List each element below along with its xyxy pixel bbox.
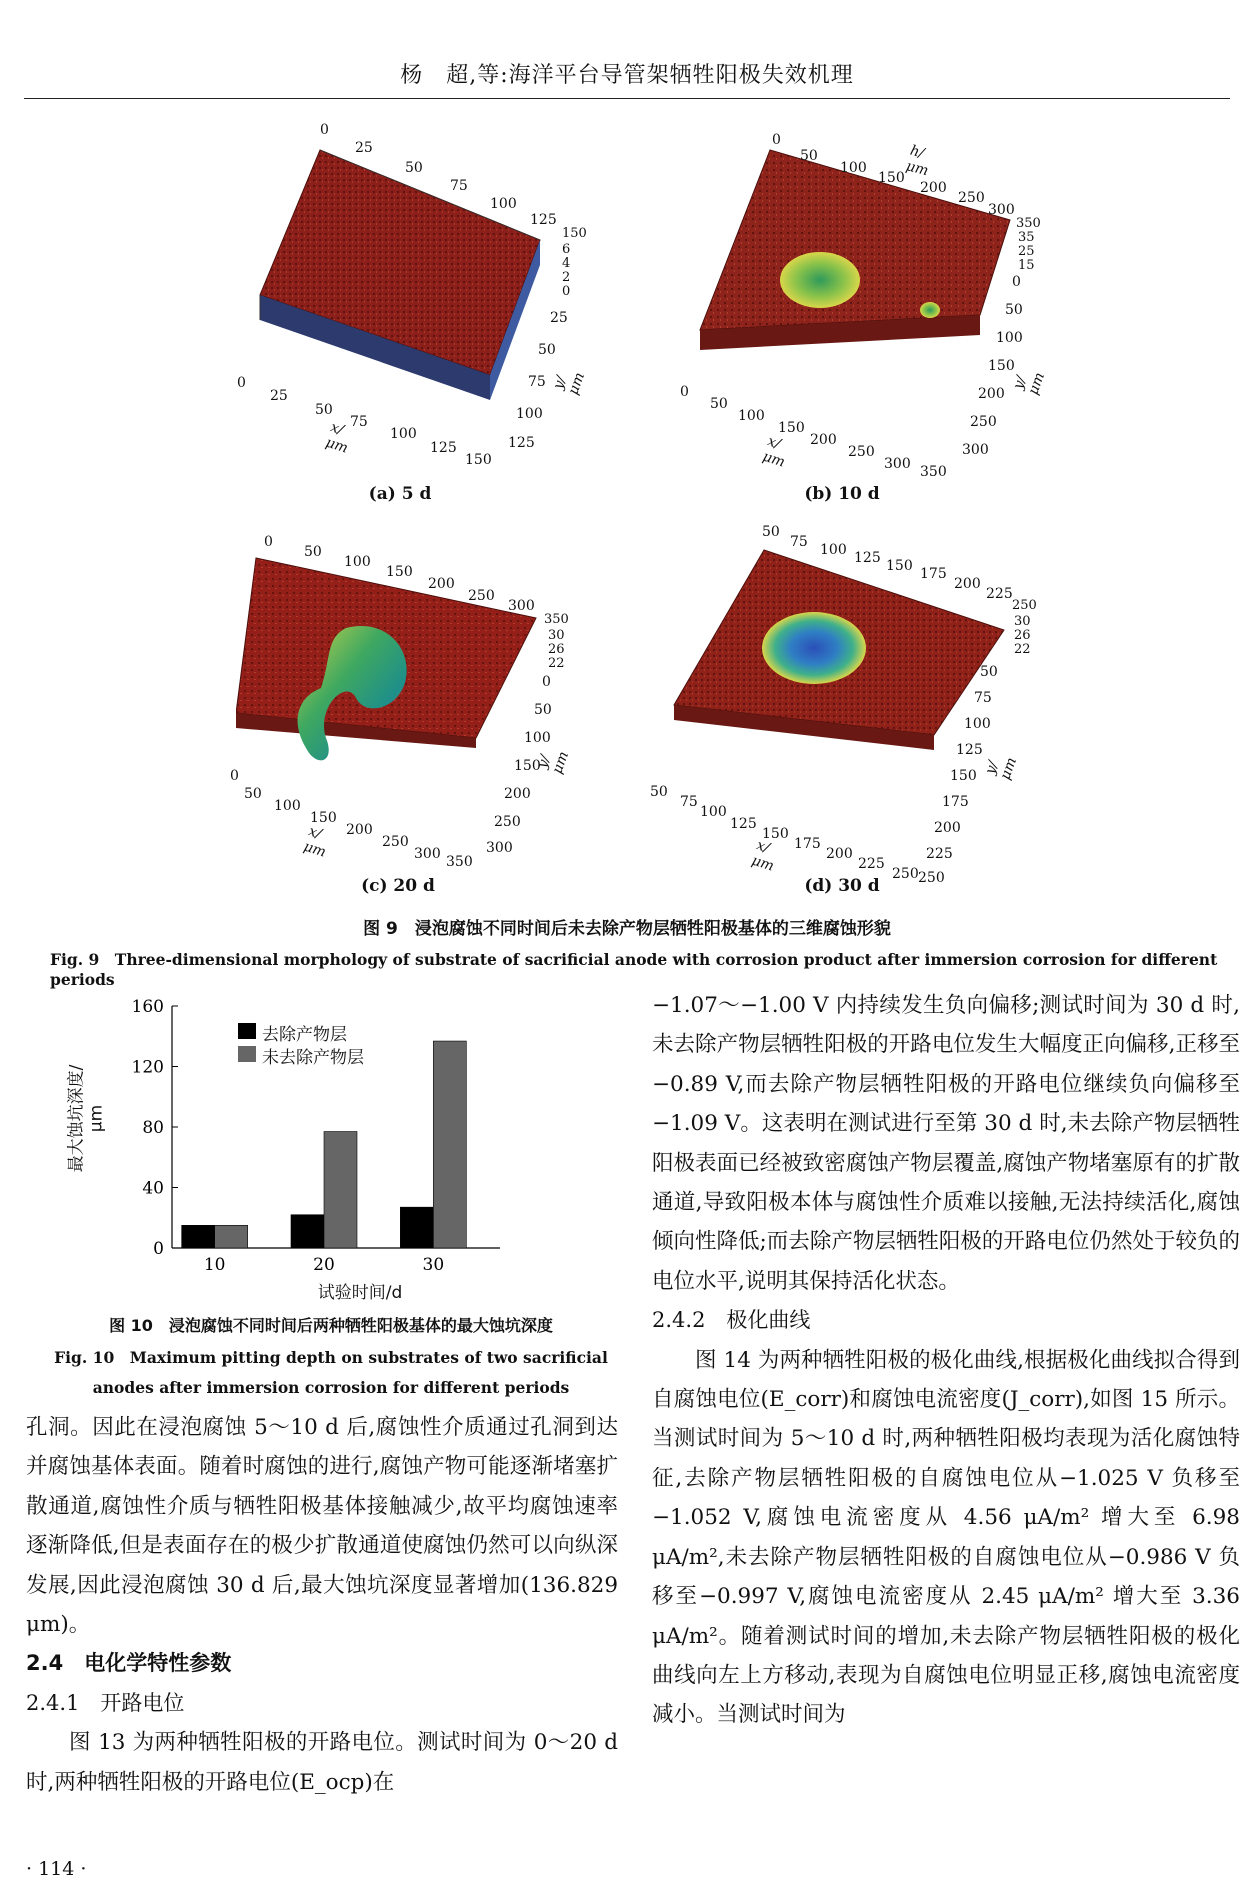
fig9a-xtick: 25 <box>355 140 373 156</box>
fig9d-xbottom: 175 <box>794 836 821 852</box>
fig9a-xtick: 50 <box>405 160 423 176</box>
fig9a-ytick: 100 <box>516 406 543 422</box>
fig9d-xtick: 50 <box>762 524 780 540</box>
fig9a-ztick: 2 <box>562 270 571 285</box>
fig9a-xbottom: 150 <box>465 452 492 468</box>
fig9b-xbottom: 250 <box>848 444 875 460</box>
fig9a-ztick: 0 <box>562 284 571 299</box>
bar-not-removed-20 <box>324 1132 357 1248</box>
fig9d-ztick: 30 <box>1014 614 1031 629</box>
left-paragraph-2: 图 13 为两种牺牲阳极的开路电位。测试时间为 0～20 d 时,两种牺牲阳极的开路电位(E_ocp)在 <box>26 1730 618 1795</box>
fig9c-xbottom: 100 <box>274 798 301 814</box>
fig10-xlabel: 试验时间/d <box>317 1283 403 1303</box>
fig9a-ztick: 6 <box>562 242 571 257</box>
fig10-ylabel: 最大蚀坑深度/μm <box>66 1064 107 1173</box>
fig9b-xbottom: 50 <box>710 396 728 412</box>
fig9d-xtick: 150 <box>886 558 913 574</box>
fig9d-xtick: 75 <box>790 534 808 550</box>
fig9c-xtick: 0 <box>264 534 273 550</box>
fig9-caption-en: Fig. 9 Three-dimensional morphology of substrate of sacrificial anode with corrosion product after immersion corrosion for different periods <box>50 950 1218 989</box>
fig9b-xtick: 100 <box>840 160 867 176</box>
fig9b-xtick: 50 <box>800 148 818 164</box>
fig9c-xtick: 250 <box>468 588 495 604</box>
x-tick-label: 10 <box>203 1255 226 1275</box>
y-tick-label: 160 <box>131 997 164 1017</box>
fig9d-xbottom: 125 <box>730 816 757 832</box>
fig9b-xbottom: 150 <box>778 420 805 436</box>
fig9c-ytick: 300 <box>486 840 513 856</box>
fig9c-xtick: 150 <box>386 564 413 580</box>
fig9c-xtick: 50 <box>304 544 322 560</box>
y-tick-label: 80 <box>142 1118 164 1138</box>
fig9a-ztick: 4 <box>562 256 571 271</box>
fig9c-yaxis-label: y/μm <box>534 749 573 776</box>
fig9d-ztick: 22 <box>1014 642 1031 657</box>
bar-removed-30 <box>400 1207 433 1248</box>
fig9d-ytick: 50 <box>980 664 998 680</box>
fig9d-ytick: 125 <box>956 742 983 758</box>
fig9b-ytick: 100 <box>996 330 1023 346</box>
fig9c-xtick: 300 <box>508 598 535 614</box>
fig9c-caption: (c) 20 d <box>361 876 435 896</box>
fig9b-ytick: 0 <box>1012 274 1021 290</box>
fig9d-ztick: 26 <box>1014 628 1031 643</box>
fig9-caption-cn: 图 9 浸泡腐蚀不同时间后未去除产物层牺牲阳极基体的三维腐蚀形貌 <box>363 919 891 939</box>
fig9d-xtick: 125 <box>854 550 881 566</box>
fig9d-xbottom: 225 <box>858 856 885 872</box>
fig9b-xtick: 300 <box>988 202 1015 218</box>
fig9d-xtick: 250 <box>1012 598 1037 613</box>
fig9b-xbottom: 0 <box>680 384 689 400</box>
fig9c-ytick: 50 <box>534 702 552 718</box>
fig9b-caption: (b) 10 d <box>804 484 880 504</box>
fig9d-xbottom: 250 <box>892 866 919 882</box>
running-header: 杨 超,等:海洋平台导管架牺牲阳极失效机理 <box>400 63 854 88</box>
fig9c-ztick: 22 <box>548 656 565 671</box>
fig9a-ytick: 125 <box>508 435 535 451</box>
fig9d-ytick: 200 <box>934 820 961 836</box>
fig9c-xtick: 350 <box>544 612 569 627</box>
fig9c-ytick: 100 <box>524 730 551 746</box>
fig9b-xtick: 250 <box>958 190 985 206</box>
bar-not-removed-10 <box>215 1225 248 1248</box>
fig9c-xaxis-label: x/μm <box>301 823 328 861</box>
fig10-chart <box>30 986 630 1306</box>
fig9b-ytick: 200 <box>978 386 1005 402</box>
fig9c-ztick: 26 <box>548 642 565 657</box>
fig10-caption-cn: 图 10 浸泡腐蚀不同时间后两种牺牲阳极基体的最大蚀坑深度 <box>109 1316 553 1335</box>
bar-not-removed-30 <box>433 1041 466 1248</box>
fig9d-xbottom: 75 <box>680 794 698 810</box>
fig9c-ytick: 200 <box>504 786 531 802</box>
fig9b-xtick: 200 <box>920 180 947 196</box>
fig9b-ztick: 35 <box>1018 230 1035 245</box>
fig9b-xtick: 150 <box>878 170 905 186</box>
fig9b-ytick: 150 <box>988 358 1015 374</box>
section-heading-2-4: 2.4 电化学特性参数 <box>26 1651 232 1676</box>
x-tick-label: 30 <box>422 1255 445 1275</box>
fig9b-xbottom: 350 <box>920 464 947 480</box>
fig9a-xbottom: 25 <box>270 388 288 404</box>
fig9d-xtick: 225 <box>986 586 1013 602</box>
fig9a-xtick: 125 <box>530 212 557 228</box>
bar-removed-10 <box>182 1225 215 1248</box>
fig9b-ytick: 300 <box>962 442 989 458</box>
fig9a-xbottom: 100 <box>390 426 417 442</box>
fig9a-ytick: 25 <box>550 310 568 326</box>
fig9c-xbottom: 50 <box>244 786 262 802</box>
y-tick-label: 40 <box>142 1178 164 1199</box>
page-number: · 114 · <box>26 1858 87 1880</box>
fig9b-yaxis-label: y/μm <box>1010 370 1049 397</box>
fig9c-ytick: 250 <box>494 814 521 830</box>
fig9b-xbottom: 300 <box>884 456 911 472</box>
right-paragraph-1: −1.07～−1.00 V 内持续发生负向偏移;测试时间为 30 d 时,未去除产物层牺牲阳极的开路电位发生大幅度正向偏移,正移至−0.89 V,而去除产物层牺牲阳极的开路电位继续负向偏移至−1.09 V。这表明在测试进行至第 30 d 时,未去除产物层牺牲阳极表面已经被致密腐蚀产物层覆盖,腐蚀产物堵塞原有的扩散通道,导致阳极本体与腐蚀性介质难以接触,无法持续活化,腐蚀倾向性降低;而去除产物层牺牲阳极的开路电位仍然处于较负的电位水平,说明其保持活化状态。 <box>652 993 1240 1294</box>
header-rule <box>24 98 1230 99</box>
legend-label-not-removed: 未去除产物层 <box>262 1048 364 1068</box>
fig9a-xbottom: 75 <box>350 414 368 430</box>
fig9a-xbottom: 50 <box>315 402 333 418</box>
fig9c-xbottom: 350 <box>446 854 473 870</box>
fig9d-caption: (d) 30 d <box>804 876 880 896</box>
fig9a-ytick: 50 <box>538 342 556 358</box>
fig9b-xtick: 0 <box>772 132 781 148</box>
fig9c-xbottom: 0 <box>230 768 239 784</box>
fig9a-xtick: 150 <box>562 226 587 241</box>
fig9d-ytick: 250 <box>918 870 945 886</box>
fig9b-ytick: 250 <box>970 414 997 430</box>
legend-swatch-removed <box>238 1023 256 1039</box>
bar-removed-20 <box>291 1215 324 1248</box>
fig9d-ytick: 150 <box>950 768 977 784</box>
fig9c-ztick: 30 <box>548 628 565 643</box>
fig9c-xbottom: 250 <box>382 834 409 850</box>
fig9b-xaxis-label: x/μm <box>760 433 787 471</box>
legend-label-removed: 去除产物层 <box>262 1025 347 1045</box>
fig9a-xtick: 100 <box>490 196 517 212</box>
left-paragraph-1: 孔洞。因此在浸泡腐蚀 5～10 d 后,腐蚀性介质通过孔洞到达并腐蚀基体表面。随着时腐蚀的进行,腐蚀产物可能逐渐堵塞扩散通道,腐蚀性介质与牺牲阳极基体接触减少,故平均腐蚀速率逐渐降低,但是表面存在的极少扩散通道使腐蚀仍然可以向纵深发展,因此浸泡腐蚀 30 d 后,最大蚀坑深度显著增加(136.829 μm)。 <box>26 1415 618 1638</box>
fig9b-ztick: 15 <box>1018 258 1035 273</box>
y-tick-label: 120 <box>131 1057 164 1078</box>
fig9a-caption: (a) 5 d <box>368 484 432 504</box>
x-tick-label: 20 <box>313 1255 335 1275</box>
fig9a-yaxis-label: y/μm <box>550 370 589 397</box>
fig9a-xaxis-label: x/μm <box>323 419 350 457</box>
fig9d-xbottom: 50 <box>650 784 668 800</box>
fig9d-ytick: 225 <box>926 846 953 862</box>
left-column <box>26 1408 618 1802</box>
right-column <box>652 986 1240 1735</box>
fig9a-xtick: 75 <box>450 178 468 194</box>
fig9a-xbottom: 0 <box>237 375 246 391</box>
fig9c-xbottom: 300 <box>414 846 441 862</box>
fig9c-xbottom: 200 <box>346 822 373 838</box>
fig9d-ytick: 75 <box>974 690 992 706</box>
fig9c-xtick: 100 <box>344 554 371 570</box>
fig9c-ytick: 0 <box>542 674 551 690</box>
fig9c-xbottom: 150 <box>310 810 337 826</box>
fig9b-ztick: 25 <box>1018 244 1035 259</box>
fig9b-xbottom: 200 <box>810 432 837 448</box>
fig9d-yaxis-label: y/μm <box>982 755 1021 782</box>
fig9b-ytick: 50 <box>1005 302 1023 318</box>
y-tick-label: 0 <box>153 1239 164 1259</box>
fig10-caption-en-2: anodes after immersion corrosion for different periods <box>92 1378 570 1397</box>
fig9d-xbottom: 150 <box>762 826 789 842</box>
fig9c-ytick: 150 <box>514 758 541 774</box>
fig9c-xtick: 200 <box>428 576 455 592</box>
fig9a-xbottom: 125 <box>430 440 457 456</box>
fig9d-xtick: 200 <box>954 576 981 592</box>
section-heading-2-4-1: 2.4.1 开路电位 <box>26 1690 185 1715</box>
fig9d-xtick: 100 <box>820 542 847 558</box>
chart-bars <box>182 1041 467 1248</box>
fig9a-xtick: 0 <box>320 122 329 138</box>
fig9b-haxis-label: h/μm <box>904 142 930 180</box>
fig9d-xtick: 175 <box>920 566 947 582</box>
section-heading-2-4-2: 2.4.2 极化曲线 <box>652 1308 811 1333</box>
fig9d-xbottom: 100 <box>700 804 727 820</box>
fig9d-ytick: 100 <box>964 716 991 732</box>
right-paragraph-2: 图 14 为两种牺牲阳极的极化曲线,根据极化曲线拟合得到自腐蚀电位(E_corr)和腐蚀电流密度(J_corr),如图 15 所示。当测试时间为 5～10 d 时,两种牺牲阳极均表现为活化腐蚀特征,去除产物层牺牲阳极的自腐蚀电位从−1.025 V 负移至−1.052 V,腐蚀电流密度从 4.56 μA/m² 增大至 6.98 μA/m²,未去除产物层牺牲阳极的自腐蚀电位从−0.986 V 负移至−0.997 V,腐蚀电流密度从 2.45 μA/m² 增大至 3.36 μA/m²。随着测试时间的增加,未去除产物层牺牲阳极的极化曲线向左上方移动,表现为自腐蚀电位明显正移,腐蚀电流密度减小。当测试时间为 <box>652 1347 1240 1728</box>
fig9d-xaxis-label: x/μm <box>749 837 776 875</box>
fig9d-xbottom: 200 <box>826 846 853 862</box>
fig9b-xtick: 350 <box>1016 216 1041 231</box>
legend-swatch-not-removed <box>238 1046 256 1062</box>
fig10-caption-en-1: Fig. 10 Maximum pitting depth on substrates of two sacrificial <box>54 1348 608 1367</box>
fig9d-ytick: 175 <box>942 794 969 810</box>
fig9a-ytick: 75 <box>528 374 546 390</box>
fig9b-xbottom: 100 <box>738 408 765 424</box>
